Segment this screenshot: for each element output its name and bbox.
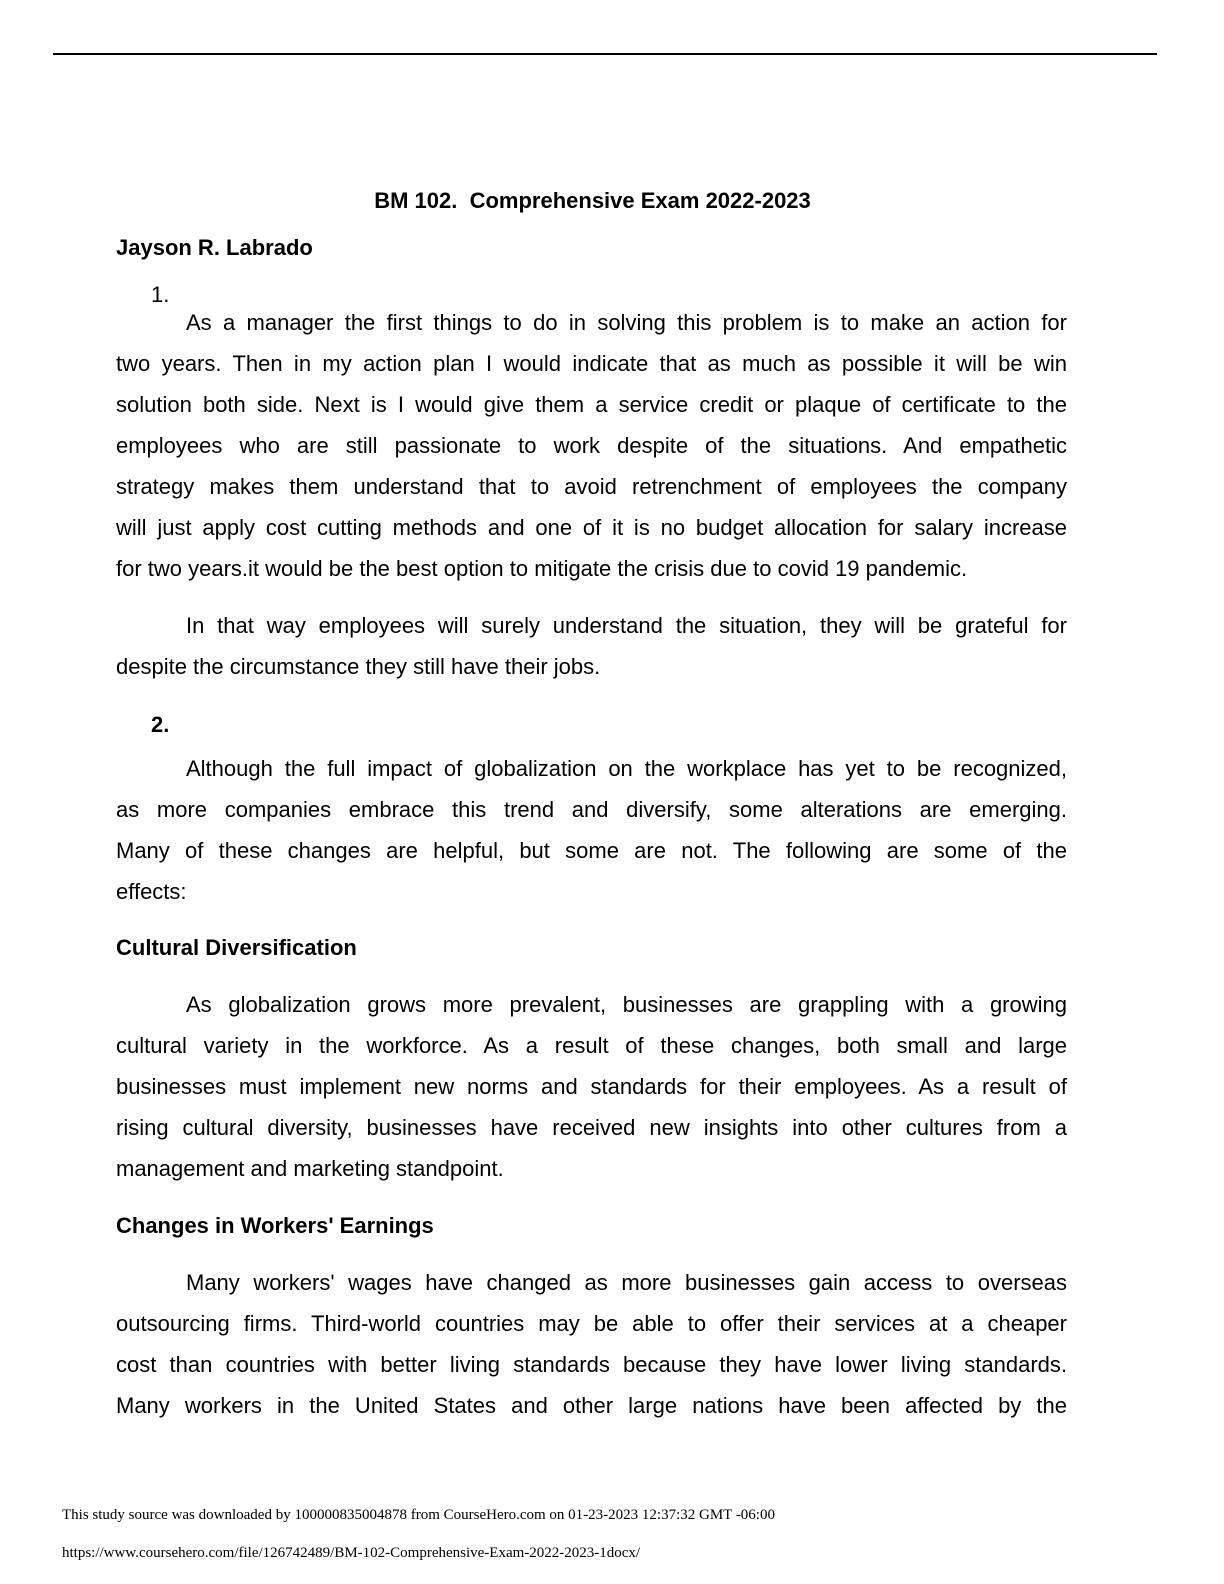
question-1-paragraph-2 — [116, 605, 1067, 687]
author-name: Jayson R. Labrado — [116, 235, 313, 260]
text-line: despite the circumstance they still have their jobs. — [116, 654, 601, 679]
text-line: management and marketing standpoint. — [116, 1156, 504, 1181]
document-title — [116, 186, 1067, 216]
text-line: Although the full impact of globalization on the workplace has yet to be recognized, — [186, 756, 1067, 781]
text-line: two years. Then in my action plan I would indicate that as much as possible it will be win — [116, 351, 1067, 376]
question-1-number: 1. — [151, 282, 170, 307]
question-1-paragraph-1 — [116, 302, 1067, 589]
text-line: as more companies embrace this trend and diversify, some alterations are emerging. — [116, 797, 1067, 822]
text-line: As a manager the first things to do in solving this problem is to make an action for — [186, 310, 1067, 335]
text-line: In that way employees will surely understand the situation, they will be grateful for — [186, 613, 1067, 638]
text-line: businesses must implement new norms and standards for their employees. As a result of — [116, 1074, 1067, 1099]
text-line: cultural variety in the workforce. As a result of these changes, both small and large — [116, 1033, 1067, 1058]
question-2-number: 2. — [151, 712, 170, 737]
section-workers-earnings-body — [116, 1262, 1067, 1426]
text-line: Many workers' wages have changed as more businesses gain access to overseas — [186, 1270, 1067, 1295]
text-line: cost than countries with better living standards because they have lower living standards. — [116, 1352, 1067, 1377]
section-cultural-diversification-body — [116, 984, 1067, 1189]
question-2-intro — [116, 748, 1067, 912]
download-notice: This study source was downloaded by 100000835004878 from CourseHero.com on 01-23-2023 12:37:32 GMT -06:00 — [62, 1507, 775, 1523]
text-line: Many of these changes are helpful, but some are not. The following are some of the — [116, 838, 1067, 863]
text-line: Many workers in the United States and other large nations have been affected by the — [116, 1393, 1067, 1418]
text-line: employees who are still passionate to work despite of the situations. And empathetic — [116, 433, 1067, 458]
section-heading-cultural-diversification: Cultural Diversification — [116, 935, 357, 960]
text-line: strategy makes them understand that to avoid retrenchment of employees the company — [116, 474, 1067, 499]
text-line: will just apply cost cutting methods and one of it is no budget allocation for salary increase — [116, 515, 1067, 540]
text-line: rising cultural diversity, businesses have received new insights into other cultures from a — [116, 1115, 1067, 1140]
text-line: As globalization grows more prevalent, businesses are grappling with a growing — [186, 992, 1067, 1017]
section-heading-workers-earnings: Changes in Workers' Earnings — [116, 1213, 434, 1238]
text-line: effects: — [116, 879, 187, 904]
text-line: solution both side. Next is I would give them a service credit or plaque of certificate to the — [116, 392, 1067, 417]
document-title-text: BM 102. Comprehensive Exam 2022-2023 — [374, 188, 811, 213]
source-url[interactable]: https://www.coursehero.com/file/126742489/BM-102-Comprehensive-Exam-2022-2023-1docx/ — [62, 1545, 641, 1561]
text-line: for two years.it would be the best option to mitigate the crisis due to covid 19 pandemic. — [116, 556, 968, 581]
header-rule — [53, 53, 1157, 55]
text-line: outsourcing firms. Third-world countries may be able to offer their services at a cheaper — [116, 1311, 1067, 1336]
